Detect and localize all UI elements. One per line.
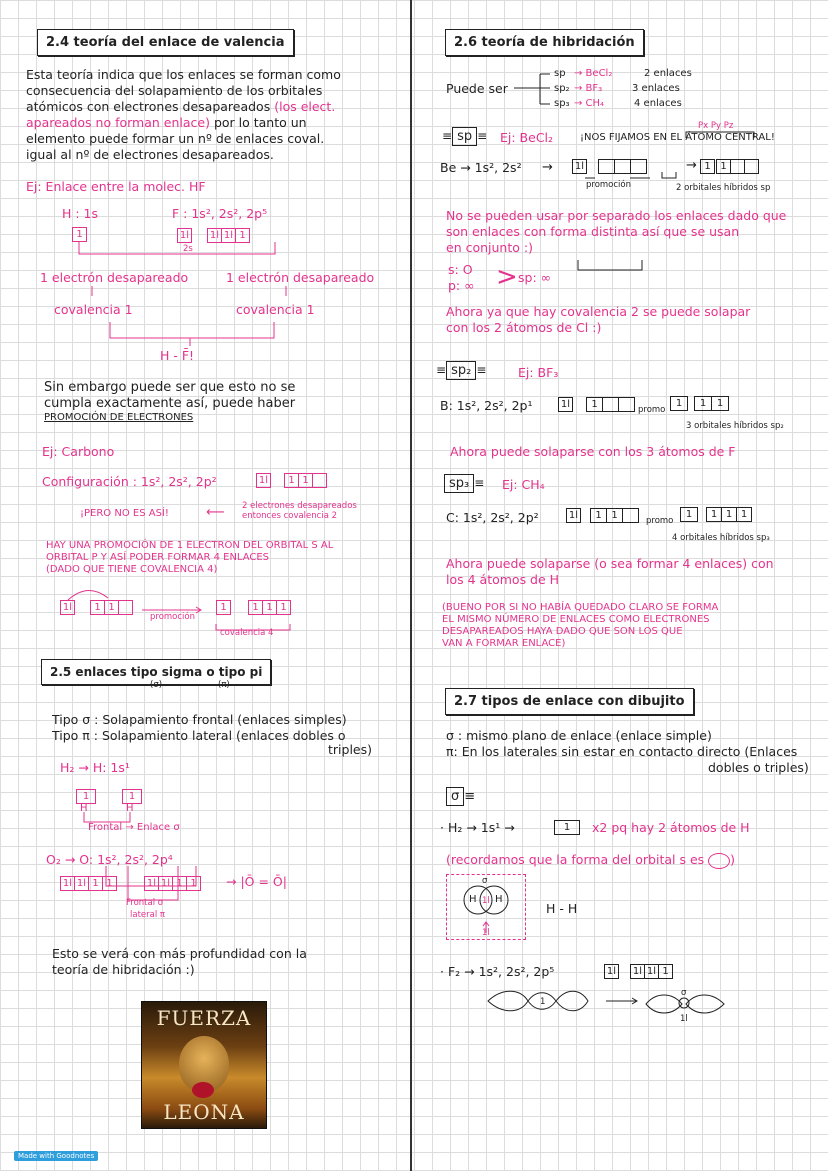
orbital-cell bbox=[603, 398, 619, 411]
f2-result-sigma: σ bbox=[681, 988, 687, 998]
becl2-example: → BeCl₂ bbox=[574, 68, 613, 79]
h2-orbital: · H₂ → 1s¹ → bbox=[440, 820, 515, 835]
carbon-example: Ej: Carbono bbox=[42, 444, 115, 459]
be-result-p bbox=[716, 159, 759, 174]
s24-p1-line: igual al nº de electrones desapareados. bbox=[26, 147, 274, 162]
sp2-label: sp₂ bbox=[554, 83, 570, 94]
pi-symbol: (π) bbox=[218, 680, 230, 690]
orbital-cell: 1l bbox=[560, 399, 571, 410]
promocion-label: promoción bbox=[150, 612, 196, 622]
image-caption-top: FUERZA bbox=[156, 1006, 252, 1030]
f2-mid-electron: 1 bbox=[540, 997, 546, 1007]
h-orbital-right: 1 bbox=[122, 789, 142, 804]
note-line: 2 electrones desapareados bbox=[242, 501, 357, 511]
ahora-4h bbox=[446, 556, 774, 588]
orbital-cell bbox=[745, 160, 758, 173]
orbital-cell: 1l bbox=[222, 229, 236, 242]
orbital-cell: 1 bbox=[105, 601, 119, 614]
rose-icon bbox=[192, 1082, 214, 1098]
tipo-pi: Tipo π : Solapamiento lateral (enlaces dobles o bbox=[52, 728, 346, 743]
h2-overlap-diagram bbox=[446, 874, 526, 940]
lateral-pi-label: lateral π bbox=[130, 910, 166, 920]
recordamos-end: ) bbox=[730, 852, 736, 867]
orbital-cell: 1l bbox=[208, 229, 222, 242]
orbital-cell bbox=[623, 509, 638, 522]
b-result-s bbox=[670, 396, 688, 411]
c-2p bbox=[590, 508, 639, 523]
section-2-6-title: 2.6 teoría de hibridación bbox=[445, 29, 644, 56]
orbital-cell bbox=[631, 160, 646, 173]
section-2-5-title: 2.5 enlaces tipo sigma o tipo pi bbox=[41, 659, 271, 685]
hibridos-sp: 2 orbitales híbridos sp bbox=[676, 183, 771, 193]
s24-p1-text: por lo tanto un bbox=[213, 115, 307, 130]
h-label-left: H bbox=[80, 803, 88, 814]
hibridos-sp2: 3 orbitales híbridos sp₂ bbox=[686, 421, 784, 431]
arrow-right-icon: → bbox=[542, 160, 553, 175]
pero-no-es-asi: ¡PERO NO ES ASÍ! bbox=[80, 508, 169, 519]
text-line: No se pueden usar por separado los enlaces dado que bbox=[446, 208, 787, 223]
orbital-cell: 1 bbox=[76, 229, 83, 240]
arrow-right-icon: → bbox=[686, 158, 697, 173]
orbital-cell: 1l bbox=[258, 475, 269, 486]
orbital-cell: 1l bbox=[574, 161, 585, 172]
frontal-sigma-label: Frontal σ bbox=[126, 898, 164, 908]
promo-sp3: promo bbox=[646, 516, 674, 526]
orbital-cell: 1 bbox=[704, 161, 711, 172]
s24-p2-line: cumpla exactamente así, puede haber bbox=[44, 396, 296, 411]
promocion-sp: promoción bbox=[586, 180, 632, 190]
covalencia-4: covalencia 4 bbox=[220, 628, 274, 638]
recordamos-note bbox=[446, 852, 735, 869]
f-sublabel: 2s bbox=[183, 244, 193, 254]
orbital-cell: 1 bbox=[717, 160, 731, 173]
sp-heading: ≡ sp ≡ bbox=[442, 129, 488, 144]
orbital-cell: 1 bbox=[190, 878, 197, 889]
sp3-example: Ej: CH₄ bbox=[502, 477, 545, 492]
b-result-p bbox=[694, 396, 729, 411]
bueno-note bbox=[442, 602, 718, 650]
promo-sp2: promo bbox=[638, 405, 666, 415]
h2-bracket bbox=[0, 0, 410, 900]
orbital-cell: 1 bbox=[695, 397, 712, 410]
sp3-label: sp₃ bbox=[554, 98, 570, 109]
orbital-cell: 1 bbox=[587, 398, 603, 411]
orbital-cell: 1 bbox=[91, 601, 105, 614]
orbital-cell: 1l bbox=[159, 877, 173, 890]
o2-config: O₂ → O: 1s², 2s², 2p⁴ bbox=[46, 852, 173, 867]
puede-ser: Puede ser bbox=[446, 81, 508, 96]
covalencia-right: covalencia 1 bbox=[236, 302, 315, 317]
orbital-cell: 1 bbox=[249, 601, 263, 614]
h-orbital-left: 1 bbox=[76, 789, 96, 804]
explanation-line: (DADO QUE TIENE COVALENCIA 4) bbox=[46, 564, 218, 575]
orbital-cell bbox=[599, 160, 615, 173]
orbital-cell: 1 bbox=[675, 398, 683, 409]
orbital-cell: 1l bbox=[145, 877, 159, 890]
sp-label: sp bbox=[554, 68, 566, 79]
covalencia-left: covalencia 1 bbox=[54, 302, 133, 317]
b-2p bbox=[586, 397, 635, 412]
one-electron-left: 1 electrón desapareado bbox=[40, 270, 189, 285]
orbital-cell bbox=[615, 160, 631, 173]
f2-config: · F₂ → 1s², 2s², 2p⁵ bbox=[440, 964, 555, 979]
orbital-cell: 1 bbox=[716, 398, 724, 409]
bf3-example: → BF₃ bbox=[574, 83, 603, 94]
text-line: con los 2 átomos de Cl :) bbox=[446, 320, 602, 335]
frontal-sigma: Frontal → Enlace σ bbox=[88, 822, 180, 833]
tipo-sigma: Tipo σ : Solapamiento frontal (enlaces simples) bbox=[52, 712, 347, 727]
s24-p1-pink: apareados no forman enlace) bbox=[26, 115, 210, 130]
sigma-heading: σ ≡ bbox=[446, 787, 475, 806]
ch4-example: → CH₄ bbox=[574, 98, 605, 109]
orbital-cell: 1l bbox=[75, 877, 89, 890]
sigma-box: σ bbox=[446, 787, 464, 806]
f-config: F : 1s², 2s², 2p⁵ bbox=[172, 206, 268, 221]
s25-p-line: teoría de hibridación :) bbox=[52, 962, 195, 977]
h2-orbital-box: 1 bbox=[554, 820, 580, 835]
be-config: Be → 1s², 2s² bbox=[440, 160, 522, 175]
orbital-cell: 1 bbox=[740, 509, 748, 520]
s25-p-line: Esto se verá con más profundidad con la bbox=[52, 946, 307, 961]
text-line: Ahora ya que hay covalencia 2 se puede solapar bbox=[446, 304, 751, 319]
orbital-cell: 1l bbox=[568, 510, 579, 521]
h-label-right: H bbox=[126, 803, 134, 814]
sigma-symbol: (σ) bbox=[150, 680, 163, 690]
sp2-box: sp₂ bbox=[446, 361, 476, 380]
orbital-cell: 1 bbox=[173, 877, 187, 890]
h-left: H bbox=[469, 894, 477, 905]
one-electron-right: 1 electrón desapareado bbox=[226, 270, 375, 285]
p-orbital-shape: p: ∞ bbox=[448, 278, 475, 293]
o-orbitals-left bbox=[60, 876, 117, 891]
h2-config: H₂ → H: 1s¹ bbox=[60, 760, 130, 775]
sp3-box: sp₃ bbox=[444, 474, 474, 493]
four-bonds: 4 enlaces bbox=[634, 98, 682, 109]
b-2s bbox=[558, 397, 573, 412]
o2-result: → |Ō = Ō| bbox=[226, 874, 287, 889]
sp-example: Ej: BeCl₂ bbox=[500, 130, 554, 145]
orbital-cell: 1 bbox=[89, 877, 103, 890]
f2-2s bbox=[604, 964, 619, 979]
o-orbitals-right bbox=[144, 876, 201, 891]
tipo-pi-cont: triples) bbox=[328, 742, 373, 757]
be-2s bbox=[572, 159, 587, 174]
fuerza-leona-image bbox=[141, 1001, 267, 1129]
orbital-cell: 1l bbox=[606, 966, 617, 977]
image-caption-bottom: LEONA bbox=[163, 1100, 245, 1124]
recordamos-text: (recordamos que la forma del orbital s es bbox=[446, 852, 705, 867]
orbital-cell: 1l bbox=[61, 877, 75, 890]
s24-p1-pink: (los elect. bbox=[274, 99, 336, 114]
be-2p bbox=[598, 159, 647, 174]
orbital-cell bbox=[731, 160, 745, 173]
no-separado-text bbox=[446, 208, 786, 256]
orbital-cell: 1l bbox=[645, 965, 659, 978]
ahora-cov2 bbox=[446, 304, 750, 336]
f2-2p bbox=[630, 964, 673, 979]
h-right: H bbox=[495, 894, 503, 905]
orbital-cell: 1 bbox=[263, 601, 277, 614]
two-bonds: 2 enlaces bbox=[644, 68, 692, 79]
c-result-s bbox=[680, 507, 698, 522]
be-result-s bbox=[700, 159, 715, 174]
hibridos-sp3: 4 orbitales híbridos sp₃ bbox=[672, 533, 770, 543]
c-2s bbox=[566, 508, 581, 523]
text-line: son enlaces con forma distinta así que se usan bbox=[446, 224, 740, 239]
sp2-example: Ej: BF₃ bbox=[518, 365, 559, 380]
orbital-cell: 1 bbox=[685, 509, 693, 520]
orbital-cell: 1 bbox=[591, 509, 607, 522]
overlap-electrons: 1l bbox=[482, 896, 490, 906]
text-line: en conjunto :) bbox=[446, 240, 533, 255]
three-bonds: 3 enlaces bbox=[632, 83, 680, 94]
orbital-cell: 1 bbox=[285, 474, 299, 487]
orbital-cell: 1 bbox=[662, 966, 669, 977]
ahora-3f: Ahora puede solaparse con los 3 átomos de F bbox=[450, 444, 736, 459]
s24-p1-line: consecuencia del solapamiento de los orbitales bbox=[26, 83, 323, 98]
arrow-left-icon: ⟵ bbox=[206, 505, 225, 520]
pi-definition-cont: dobles o triples) bbox=[708, 760, 809, 775]
note-line: entonces covalencia 2 bbox=[242, 511, 338, 521]
s24-p2-line: Sin embargo puede ser que esto no se bbox=[44, 380, 296, 395]
orbital-cell: 1 bbox=[722, 508, 737, 521]
section-2-4-title: 2.4 teoría del enlace de valencia bbox=[37, 29, 294, 56]
s-orbital-shape: s: O bbox=[448, 262, 473, 277]
orbital-cell bbox=[619, 398, 634, 411]
sp2-heading: ≡ sp₂ ≡ bbox=[436, 363, 487, 378]
text-line: Ahora puede solaparse (o sea formar 4 enlaces) con bbox=[446, 556, 774, 571]
orbital-cell: 1 bbox=[299, 474, 313, 487]
px-py-pz-labels: Px Py Pz bbox=[698, 121, 734, 131]
orbital-cell: 1 bbox=[239, 230, 246, 241]
combine-icon: > bbox=[496, 262, 518, 292]
orbital-cell: 1 bbox=[607, 509, 623, 522]
orbital-cell: 1 bbox=[106, 878, 113, 889]
sp-box: sp bbox=[452, 127, 477, 146]
s25-paragraph bbox=[52, 946, 307, 978]
orbital-cell: 1l bbox=[179, 230, 190, 241]
orbital-cell: 1l bbox=[631, 965, 645, 978]
orbital-cell: 1 bbox=[280, 602, 287, 613]
x2-note: x2 pq hay 2 átomos de H bbox=[592, 820, 750, 835]
sigma-mark: σ bbox=[482, 876, 488, 886]
sp-orbital-shape: sp: ∞ bbox=[518, 270, 552, 285]
h-config: H : 1s bbox=[62, 206, 99, 221]
orbital-cell: 1 bbox=[220, 602, 227, 613]
central-atom-note: ¡NOS FIJAMOS EN EL ÁTOMO CENTRAL! bbox=[580, 132, 775, 143]
goodnotes-badge: Made with Goodnotes bbox=[14, 1151, 98, 1161]
hf-result: H - F̄! bbox=[160, 348, 195, 363]
text-line: (BUENO POR SI NO HABÍA QUEDADO CLARO SE FORMA bbox=[442, 602, 719, 613]
arrow-label: 1l bbox=[482, 928, 490, 938]
orbital-cell: 1l bbox=[62, 602, 73, 613]
s24-example-hf: Ej: Enlace entre la molec. HF bbox=[26, 179, 206, 194]
c-result-p bbox=[706, 507, 752, 522]
f2-orbital-drawing bbox=[410, 980, 828, 1030]
c-config: C: 1s², 2s², 2p² bbox=[446, 510, 539, 525]
s24-p2-underline: PROMOCIÓN DE ELECTRONES bbox=[44, 412, 194, 423]
text-line: VAN A FORMAR ENLACE) bbox=[442, 638, 566, 649]
orbital-cell: 1 bbox=[707, 508, 722, 521]
f2-result-electrons: 1l bbox=[680, 1014, 688, 1024]
sp3-heading: sp₃ ≡ bbox=[444, 474, 484, 493]
text-line: EL MISMO NÚMERO DE ENLACES COMO ELECTRONES bbox=[442, 614, 710, 625]
s24-p1-line: elemento puede formar un nº de enlaces coval. bbox=[26, 131, 325, 146]
s-orbital-circle-icon bbox=[708, 853, 730, 869]
text-line: DESAPAREADOS HAYA DADO QUE SON LOS QUE bbox=[442, 626, 683, 637]
section-2-7-title: 2.7 tipos de enlace con dibujito bbox=[445, 688, 694, 715]
sigma-definition: σ : mismo plano de enlace (enlace simple) bbox=[446, 728, 712, 743]
s24-p1-text: atómicos con electrones desapareados bbox=[26, 99, 271, 114]
s24-p1-line: Esta teoría indica que los enlaces se forman como bbox=[26, 67, 341, 82]
text-line: los 4 átomos de H bbox=[446, 572, 560, 587]
explanation-line: ORBITAL P Y ASÍ PODER FORMAR 4 ENLACES bbox=[46, 552, 270, 563]
b-config: B: 1s², 2s², 2p¹ bbox=[440, 398, 533, 413]
pi-definition: π: En los laterales sin estar en contacto directo (Enlaces bbox=[446, 744, 798, 759]
carbon-config: Configuración : 1s², 2s², 2p² bbox=[42, 474, 217, 489]
explanation-line: HAY UNA PROMOCIÓN DE 1 ELECTRON DEL ORBITAL S AL bbox=[46, 540, 334, 551]
h-h-bond: H - H bbox=[546, 901, 578, 916]
